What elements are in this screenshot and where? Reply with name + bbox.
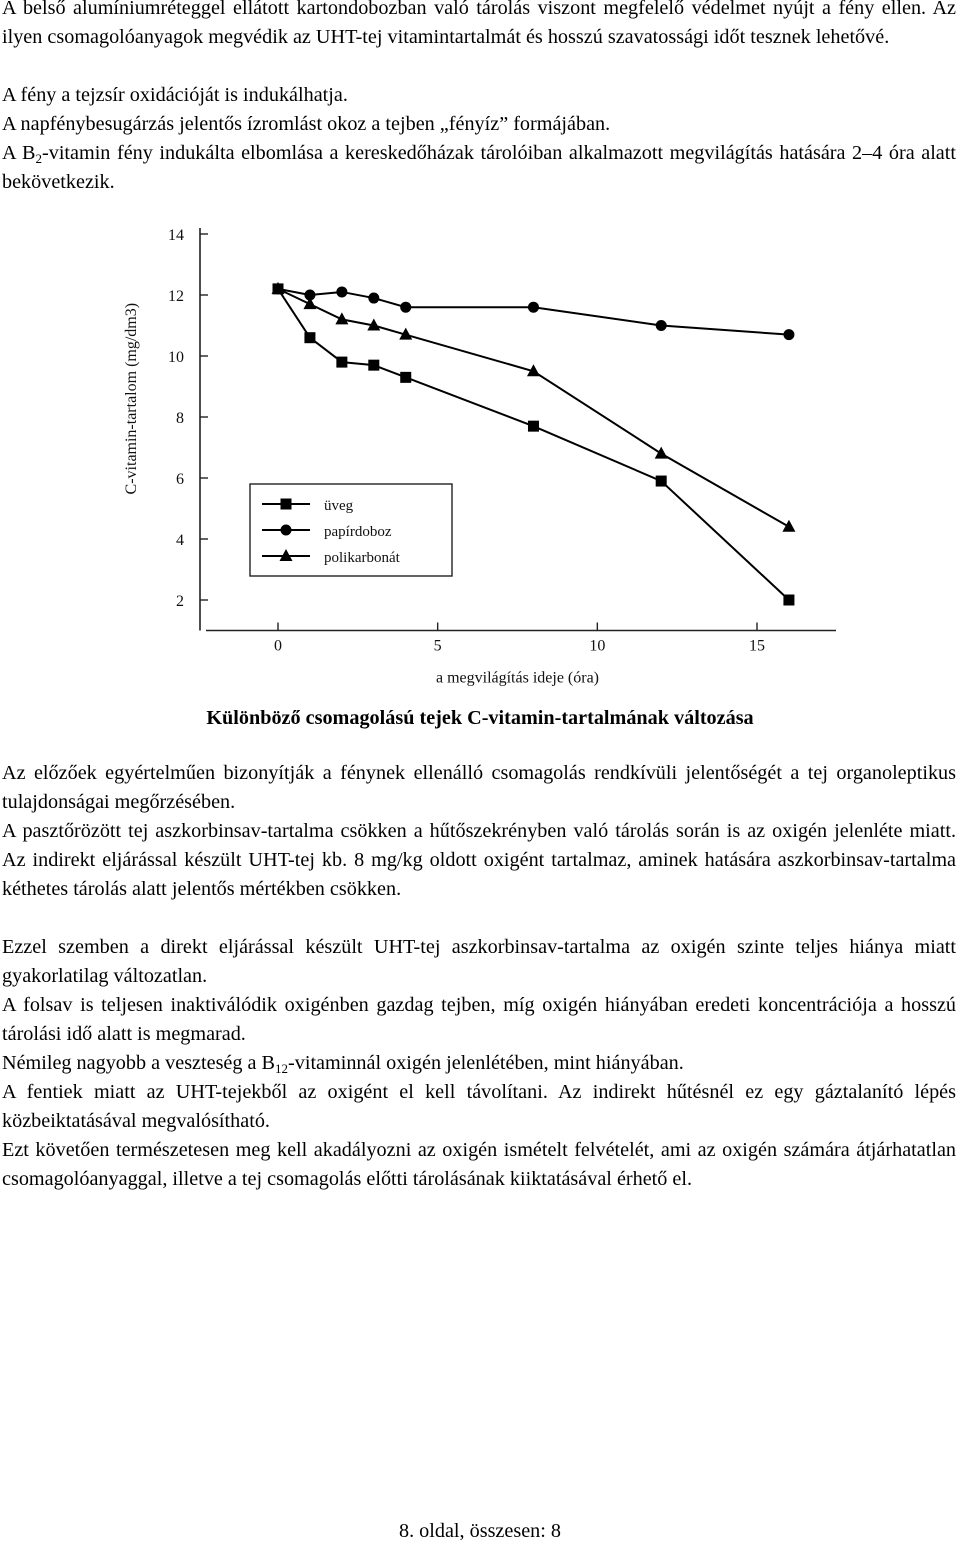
y-tick-label: 2 bbox=[176, 593, 184, 610]
data-point-series-2 bbox=[783, 329, 794, 340]
x-axis-title: a megvilágítás ideje (óra) bbox=[435, 669, 600, 687]
paragraph-folic-acid: A folsav is teljesen inaktiválódik oxigénben gazdag tejben, míg oxigén hiányában eredeti koncentrációja a hosszú tárolási idő alatt is megmarad. bbox=[2, 994, 956, 1045]
b12-text-pre: Némileg nagyobb a veszteség a B bbox=[2, 1052, 276, 1074]
paragraph-b2-vitamin bbox=[2, 139, 956, 197]
x-tick-label: 5 bbox=[433, 637, 442, 655]
y-tick-label: 14 bbox=[168, 227, 184, 244]
data-point-series-2 bbox=[368, 293, 379, 304]
data-point-series-1 bbox=[528, 421, 539, 432]
data-point-series-1 bbox=[336, 357, 347, 368]
data-point-series-1 bbox=[304, 332, 315, 343]
y-tick-label: 10 bbox=[168, 349, 184, 366]
y-axis-title: C-vitamin-tartalom (mg/dm3) bbox=[123, 302, 140, 495]
data-point-series-3 bbox=[782, 520, 795, 532]
data-point-series-1 bbox=[368, 360, 379, 371]
data-point-series-2 bbox=[400, 302, 411, 313]
b2-text-post: -vitamin fény indukálta elbomlása a kereskedőházak tárolóiban alkalmazott megvilágítás hatására 2–4 óra alatt bekövetkezik. bbox=[2, 142, 956, 193]
b2-text-pre: A B bbox=[2, 142, 36, 164]
paragraph-light-resistant-packaging: Az előzőek egyértelműen bizonyítják a fénynek ellenálló csomagolás rendkívüli jelentőségét a tej organoleptikus tulajdonságai megőrzésében. bbox=[2, 762, 956, 813]
paragraph-pasteurized-milk: A pasztőrözött tej aszkorbinsav-tartalma csökken a hűtőszekrényben való tárolás során is az oxigén jelenléte miatt. Az indirekt eljárással készült UHT-tej kb. 8 mg/kg oldott oxigént tartalmaz, aminek hatására aszkorbinsav-tartalma kéthetes tárolás alatt jelentős mértékben csökken. bbox=[2, 820, 956, 900]
legend-label-1: üveg bbox=[324, 498, 354, 514]
figure-caption: Különböző csomagolású tejek C-vitamin-tartalmának változása bbox=[206, 707, 754, 729]
data-point-series-3 bbox=[303, 297, 316, 309]
paragraph-oxygen-prevention: Ezt követően természetesen meg kell akadályozni az oxigén ismételt felvételét, ami az oxigén számára átjárhatatlan csomagolóanyaggal, illetve a tej csomagolás előtti tárolásának kiiktatásával érhető el. bbox=[2, 1139, 956, 1190]
paragraph-light-taste: A napfénybesugárzás jelentős ízromlást okoz a tejben „fényíz” formájában. bbox=[2, 113, 611, 135]
paragraph-direct-uht: Ezzel szemben a direkt eljárással készült UHT-tej aszkorbinsav-tartalma az oxigén szinte teljes hiánya miatt gyakorlatilag változatlan. bbox=[2, 936, 956, 987]
page-footer: 8. oldal, összesen: 8 bbox=[398, 1520, 562, 1542]
x-tick-label: 15 bbox=[749, 637, 765, 655]
data-point-series-1 bbox=[400, 372, 411, 383]
data-point-series-3 bbox=[335, 312, 348, 324]
b12-subscript: 12 bbox=[275, 1061, 289, 1076]
data-point-series-1 bbox=[656, 476, 667, 487]
x-tick-label: 0 bbox=[274, 637, 282, 655]
paragraph-oxygen-removal: A fentiek miatt az UHT-tejekből az oxigént el kell távolítani. Az indirekt hűtésnél ez egy gáztalanító lépés közbeiktatásával megvalósítható. bbox=[2, 1081, 956, 1132]
b2-subscript: 2 bbox=[35, 151, 42, 166]
legend-marker bbox=[281, 525, 292, 536]
legend-marker bbox=[281, 499, 292, 510]
data-point-series-3 bbox=[655, 447, 668, 459]
chart-canvas bbox=[110, 212, 850, 702]
data-point-series-1 bbox=[783, 595, 794, 606]
vitamin-c-chart bbox=[110, 212, 850, 702]
legend-label-2: papírdoboz bbox=[324, 524, 392, 540]
data-point-series-2 bbox=[528, 302, 539, 313]
y-tick-label: 6 bbox=[176, 471, 184, 488]
data-point-series-2 bbox=[656, 320, 667, 331]
paragraph-fat-oxidation: A fény a tejzsír oxidációját is indukálhatja. bbox=[2, 84, 348, 106]
y-tick-label: 8 bbox=[176, 410, 184, 427]
y-tick-label: 4 bbox=[176, 532, 184, 549]
b12-text-post: -vitaminnál oxigén jelenlétében, mint hiányában. bbox=[288, 1052, 684, 1074]
legend-label-3: polikarbonát bbox=[324, 550, 400, 566]
x-tick-label: 10 bbox=[589, 637, 606, 655]
paragraph-packaging-protection: A belső alumíniumréteggel ellátott kartondobozban való tárolás viszont megfelelő védelmet nyújt a fény ellen. Az ilyen csomagolóanyagok megvédik az UHT-tej vitamintartalmát és hosszú szavatossági időt tesznek lehetővé. bbox=[2, 0, 956, 48]
data-point-series-2 bbox=[336, 286, 347, 297]
paragraph-b12-vitamin bbox=[2, 1049, 956, 1078]
y-tick-label: 12 bbox=[168, 288, 184, 305]
